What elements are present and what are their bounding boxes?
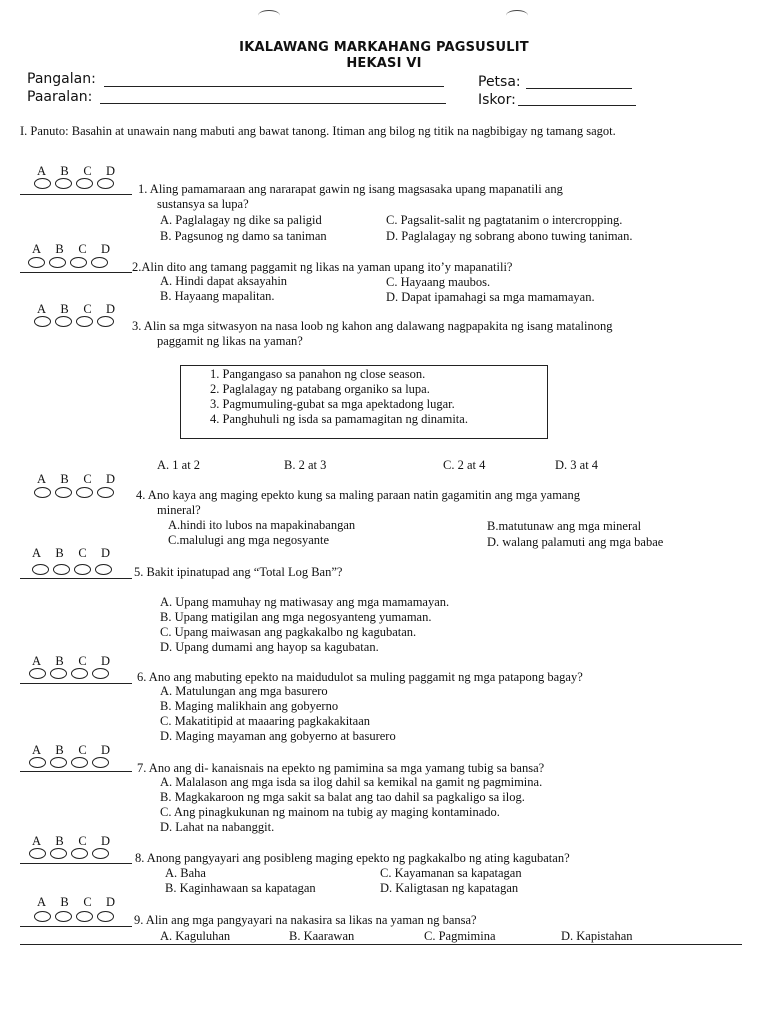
choice: B. Maging malikhain ang gobyerno: [160, 699, 339, 713]
bubble-b[interactable]: [55, 487, 72, 498]
bubble-d[interactable]: [91, 257, 108, 268]
box-item: 3. Pagmumuling-gubat sa mga apektadong lugar.: [210, 397, 455, 411]
answer-bubbles: [34, 316, 114, 327]
answer-letters: A B C D: [36, 895, 116, 909]
bubble-b[interactable]: [55, 178, 72, 189]
choice: C.malulugi ang mga negosyante: [168, 533, 330, 547]
exam-subtitle: HEKASI VI: [346, 56, 422, 71]
bubble-c[interactable]: [71, 848, 88, 859]
box-item: 1. Pangangaso sa panahon ng close season.: [210, 367, 426, 381]
choice: C. Hayaang maubos.: [386, 275, 491, 289]
box-item: 2. Paglalagay ng patabang organiko sa lupa.: [210, 382, 430, 396]
bubble-c[interactable]: [76, 487, 93, 498]
instructions: I. Panuto: Basahin at unawain nang mabuti ang bawat tanong. Itiman ang bilog ng titik na nagbibigay ng tamang sagot.: [20, 124, 616, 138]
answer-letters: A B C D: [31, 834, 111, 848]
answer-bubbles: [34, 911, 114, 922]
bubble-a[interactable]: [34, 911, 51, 922]
bottom-rule: [20, 944, 742, 945]
question-9-text: 9. Alin ang mga pangyayari na nakasira sa likas na yaman ng bansa?: [134, 913, 477, 927]
choice: C. Kayamanan sa kapatagan: [380, 866, 522, 880]
answer-line: [20, 771, 132, 772]
question-4-text: 4. Ano kaya ang maging epekto kung sa maling paraan natin gagamitin ang mga yamang: [136, 488, 580, 502]
question-5-text: 5. Bakit ipinatupad ang “Total Log Ban”?: [134, 565, 343, 579]
choice: D. walang palamuti ang mga babae: [487, 535, 664, 549]
answer-letters: A B C D: [31, 654, 111, 668]
pangalan-field[interactable]: [104, 86, 444, 87]
exam-title: IKALAWANG MARKAHANG PAGSUSULIT: [239, 40, 529, 55]
bubble-d[interactable]: [95, 564, 112, 575]
bubble-d[interactable]: [97, 911, 114, 922]
paaralan-label: Paaralan:: [27, 89, 93, 105]
choice: D. 3 at 4: [555, 458, 599, 472]
choice: A. Upang mamuhay ng matiwasay ang mga mamamayan.: [160, 595, 450, 609]
choice: B. Pagsunog ng damo sa taniman: [160, 229, 327, 243]
bubble-a[interactable]: [29, 757, 46, 768]
pangalan-label: Pangalan:: [27, 71, 96, 87]
answer-bubbles: [28, 257, 108, 268]
bubble-a[interactable]: [34, 316, 51, 327]
bubble-d[interactable]: [97, 487, 114, 498]
answer-letters: A B C D: [36, 302, 116, 316]
petsa-label: Petsa:: [478, 74, 521, 90]
bubble-a[interactable]: [32, 564, 49, 575]
bubble-c[interactable]: [71, 757, 88, 768]
choice: B. Magkakaroon ng mga sakit sa balat ang tao dahil sa pagkaligo sa ilog.: [160, 790, 525, 804]
box-item: 4. Panghuhuli ng isda sa pamamagitan ng dinamita.: [210, 412, 468, 426]
bubble-b[interactable]: [55, 911, 72, 922]
bubble-c[interactable]: [76, 911, 93, 922]
choice: D. Paglalagay ng sobrang abono tuwing taniman.: [386, 229, 633, 243]
choice: A. Hindi dapat aksayahin: [160, 274, 288, 288]
answer-line: [20, 194, 132, 195]
answer-line: [20, 683, 132, 684]
choice: D. Kaligtasan ng kapatagan: [380, 881, 519, 895]
choice: B. 2 at 3: [284, 458, 327, 472]
choice: C. Upang maiwasan ang pagkakalbo ng kagubatan.: [160, 625, 417, 639]
question-1-text: 1. Aling pamamaraan ang nararapat gawin ng isang magsasaka upang mapanatili ang: [138, 182, 563, 196]
question-4-text-cont: mineral?: [157, 503, 201, 517]
bubble-a[interactable]: [34, 178, 51, 189]
bubble-b[interactable]: [55, 316, 72, 327]
bubble-b[interactable]: [50, 757, 67, 768]
bubble-d[interactable]: [92, 757, 109, 768]
choice: C. Pagsalit-salit ng pagtatanim o intercropping.: [386, 213, 623, 227]
bubble-b[interactable]: [50, 668, 67, 679]
punch-hole-right: [506, 10, 528, 21]
choice: A. Matulungan ang mga basurero: [160, 684, 328, 698]
answer-letters: A B C D: [36, 472, 116, 486]
answer-letters: A B C D: [31, 743, 111, 757]
choice: C. Ang pinagkukunan ng mainom na tubig ay maging kontaminado.: [160, 805, 500, 819]
choice: C. 2 at 4: [443, 458, 486, 472]
iskor-label: Iskor:: [478, 92, 516, 108]
paaralan-field[interactable]: [100, 103, 446, 104]
choice: C. Pagmimina: [424, 929, 496, 943]
choice: B.matutunaw ang mga mineral: [487, 519, 642, 533]
bubble-c[interactable]: [76, 316, 93, 327]
punch-hole-left: [258, 10, 280, 21]
choice: A. Kaguluhan: [160, 929, 231, 943]
bubble-d[interactable]: [97, 178, 114, 189]
choice: D. Upang dumami ang hayop sa kagubatan.: [160, 640, 379, 654]
question-8-text: 8. Anong pangyayari ang posibleng maging epekto ng pagkakalbo ng ating kagubatan?: [135, 851, 570, 865]
question-3-text-cont: paggamit ng likas na yaman?: [157, 334, 303, 348]
answer-bubbles: [29, 848, 109, 859]
bubble-c[interactable]: [71, 668, 88, 679]
petsa-field[interactable]: [526, 88, 632, 89]
bubble-a[interactable]: [28, 257, 45, 268]
choice: D. Maging mayaman ang gobyerno at basurero: [160, 729, 396, 743]
question-2-text: 2.Alin dito ang tamang paggamit ng likas na yaman upang ito’y mapanatili?: [132, 260, 513, 274]
answer-letters: A B C D: [31, 546, 111, 560]
choice: A.hindi ito lubos na mapakinabangan: [168, 518, 356, 532]
choice: B. Kaarawan: [289, 929, 355, 943]
bubble-a[interactable]: [29, 668, 46, 679]
answer-bubbles: [29, 757, 109, 768]
answer-line: [20, 863, 132, 864]
bubble-c[interactable]: [74, 564, 91, 575]
answer-line: [20, 926, 132, 927]
choice: D. Lahat na nabanggit.: [160, 820, 275, 834]
bubble-b[interactable]: [50, 848, 67, 859]
choice: A. Malalason ang mga isda sa ilog dahil sa kemikal na gamit ng pagmimina.: [160, 775, 543, 789]
answer-bubbles: [34, 178, 114, 189]
bubble-b[interactable]: [49, 257, 66, 268]
choice: D. Kapistahan: [561, 929, 633, 943]
choice: D. Dapat ipamahagi sa mga mamamayan.: [386, 290, 595, 304]
bubble-d[interactable]: [97, 316, 114, 327]
bubble-c[interactable]: [70, 257, 87, 268]
bubble-d[interactable]: [92, 668, 109, 679]
bubble-a[interactable]: [34, 487, 51, 498]
bubble-d[interactable]: [92, 848, 109, 859]
answer-bubbles: [34, 487, 114, 498]
question-6-text: 6. Ano ang mabuting epekto na maidudulot sa muling paggamit ng mga patapong bagay?: [137, 670, 583, 684]
choice: B. Upang matigilan ang mga negosyanteng yumaman.: [160, 610, 432, 624]
bubble-b[interactable]: [53, 564, 70, 575]
choice: A. Baha: [165, 866, 206, 880]
choice: A. 1 at 2: [157, 458, 201, 472]
answer-bubbles: [32, 564, 112, 575]
answer-line: [20, 578, 132, 579]
answer-letters: A B C D: [36, 164, 116, 178]
question-1-text-cont: sustansya sa lupa?: [157, 197, 249, 211]
question-3-text: 3. Alin sa mga sitwasyon na nasa loob ng kahon ang dalawang nagpapakita ng isang matalinong: [132, 319, 613, 333]
iskor-field[interactable]: [518, 105, 636, 106]
answer-bubbles: [29, 668, 109, 679]
question-7-text: 7. Ano ang di- kanaisnais na epekto ng pamimina sa mga yamang tubig sa bansa?: [137, 761, 545, 775]
choice: B. Hayaang mapalitan.: [160, 289, 275, 303]
bubble-a[interactable]: [29, 848, 46, 859]
choice: A. Paglalagay ng dike sa paligid: [160, 213, 322, 227]
answer-line: [20, 272, 132, 273]
answer-letters: A B C D: [31, 242, 111, 256]
choice: C. Makatitipid at maaaring pagkakakitaan: [160, 714, 370, 728]
bubble-c[interactable]: [76, 178, 93, 189]
choice: B. Kaginhawaan sa kapatagan: [165, 881, 316, 895]
